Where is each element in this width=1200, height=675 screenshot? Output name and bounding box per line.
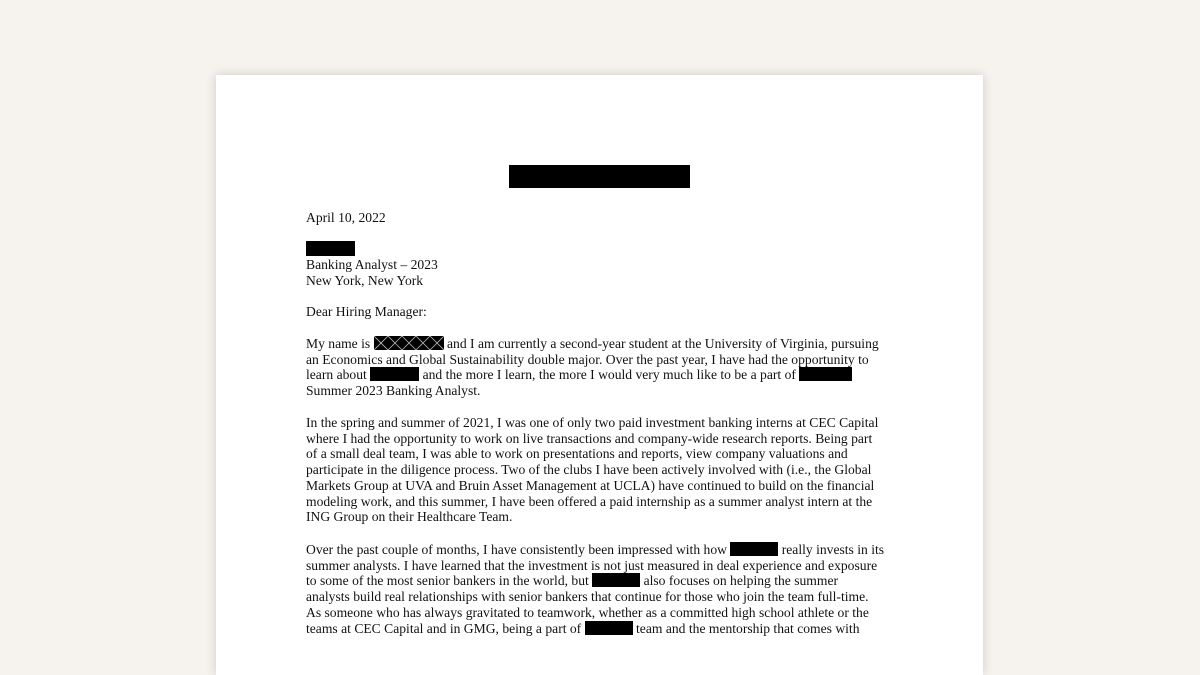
text-segment: My name is (306, 336, 374, 351)
redacted-letterhead (509, 165, 690, 188)
text-segment: and the more I learn, the more I would very much like to be a part of (419, 367, 800, 383)
letter-page (216, 75, 983, 675)
recipient-line: Banking Analyst – 2023 (306, 257, 438, 272)
paragraph-3 (306, 542, 896, 636)
salutation-block (306, 304, 896, 320)
paragraph-line: of a small deal team, I was able to work on presentations and reports, view company valuations and (306, 446, 848, 462)
date-line (306, 210, 896, 226)
text-segment: really invests in its (778, 542, 885, 557)
recipient-line: New York, New York (306, 272, 424, 288)
recipient-address (306, 257, 896, 288)
paragraph-line: modeling work, and this summer, I have been offered a paid internship as a summer analyst intern at the (306, 493, 873, 509)
text-segment: learn about (306, 367, 371, 383)
paragraph-line (306, 336, 896, 352)
paragraph-line: an Economics and Global Sustainability double major. Over the past year, I have had the opportunity to (306, 351, 869, 367)
paragraph-line: Summer 2023 Banking Analyst. (306, 383, 481, 399)
paragraph-line: where I had the opportunity to work on live transactions and company-wide research reports. Being part (306, 430, 873, 446)
redacted-firm-name (799, 367, 852, 381)
paragraph-line (306, 367, 896, 383)
paragraph-1 (306, 336, 896, 399)
salutation: Dear Hiring Manager: (306, 304, 427, 319)
text-segment: teams at CEC Capital and in GMG, being a part of (306, 620, 585, 636)
paragraph-line: ING Group on their Healthcare Team. (306, 509, 513, 525)
paragraph-line: analysts build real relationships with senior bankers that continue for those who join the team full-time. (306, 589, 869, 605)
redacted-applicant-name (374, 336, 444, 350)
letter-date: April 10, 2022 (306, 210, 386, 225)
redacted-firm-name (370, 367, 419, 381)
redacted-firm-name (730, 542, 778, 556)
redacted-firm-name (585, 621, 633, 635)
paragraph-line (306, 542, 896, 558)
paragraph-line: participate in the diligence process. Two of the clubs I have been actively involved with (i.e., the Global (306, 462, 872, 478)
text-segment: and I am currently a second-year student at the University of Virginia, pursuing (443, 336, 879, 351)
paragraph-line (306, 573, 896, 589)
redacted-firm-name (592, 573, 640, 587)
paragraph-line: summer analysts. I have learned that the investment is not just measured in deal experience and exposure (306, 557, 878, 573)
text-segment: also focuses on helping the summer (640, 573, 839, 589)
text-segment: to some of the most senior bankers in the world, but (306, 573, 593, 589)
text-segment: team and the mentorship that comes with (632, 620, 860, 636)
paragraph-line: In the spring and summer of 2021, I was one of only two paid investment banking interns at CEC Capital (306, 415, 879, 430)
paragraph-line (306, 621, 896, 637)
paragraph-2 (306, 415, 896, 525)
redacted-recipient-name (306, 241, 355, 256)
text-segment: Over the past couple of months, I have consistently been impressed with how (306, 542, 731, 557)
paragraph-line: Markets Group at UVA and Bruin Asset Management at UCLA) have continued to build on the financial (306, 477, 875, 493)
paragraph-line: As someone who has always gravitated to teamwork, whether as a committed high school athlete or the (306, 604, 869, 620)
